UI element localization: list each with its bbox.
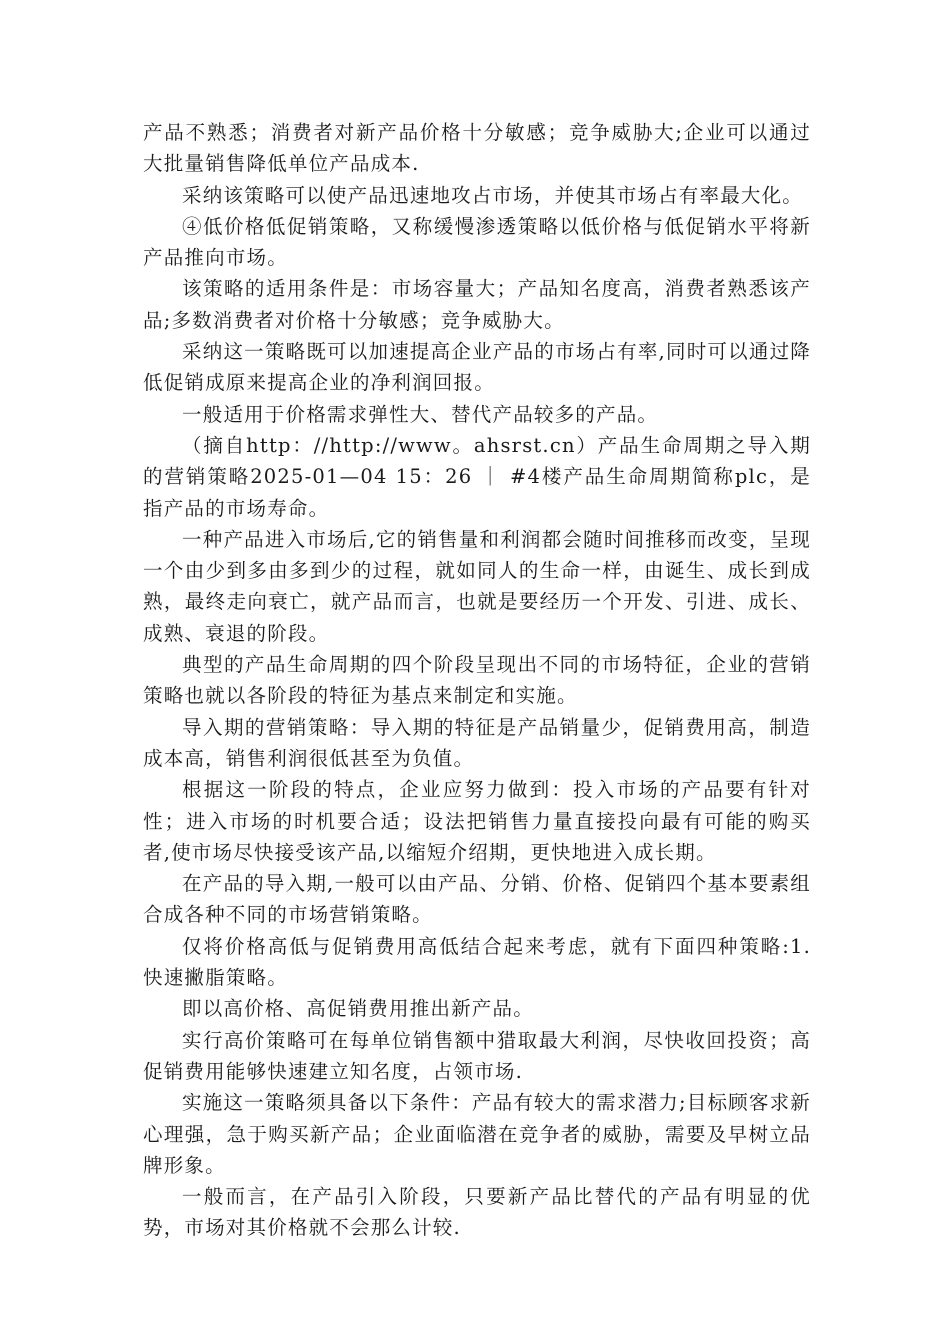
- paragraph: 该策略的适用条件是：市场容量大；产品知名度高，消费者熟悉该产品;多数消费者对价格十分敏感；竞争威胁大。: [143, 277, 811, 332]
- paragraph: （摘自http：//http://www。ahsrst.cn）产品生命周期之导入期的营销策略2025-01—04 15：26 ｜ #4楼产品生命周期简称plc，是指产品的市场寿命。: [143, 433, 811, 520]
- paragraph: 仅将价格高低与促销费用高低结合起来考虑，就有下面四种策略:1.快速撇脂策略。: [143, 934, 811, 990]
- paragraph: 导入期的营销策略：导入期的特征是产品销量少，促销费用高，制造成本高，销售利润很低甚至为负值。: [143, 715, 811, 770]
- paragraph: 即以高价格、高促销费用推出新产品。: [182, 997, 534, 1021]
- paragraph: 一般而言，在产品引入阶段，只要新产品比替代的产品有明显的优势，市场对其价格就不会那么计较.: [143, 1185, 811, 1240]
- paragraph: 实行高价策略可在每单位销售额中猎取最大利润，尽快收回投资；高促销费用能够快速建立知名度，占领市场.: [143, 1028, 811, 1083]
- paragraph: 采纳这一策略既可以加速提高企业产品的市场占有率,同时可以通过降低促销成原来提高企业的净利润回报。: [143, 340, 811, 395]
- paragraph: 根据这一阶段的特点，企业应努力做到：投入市场的产品要有针对性；进入市场的时机要合适；设法把销售力量直接投向最有可能的购买者,使市场尽快接受该产品,以缩短介绍期，更快地进入成长期。: [143, 778, 811, 864]
- paragraph: 一种产品进入市场后,它的销售量和利润都会随时间推移而改变，呈现一个由少到多由多到少的过程，就如同人的生命一样，由诞生、成长到成熟，最终走向衰亡，就产品而言，也就是要经历一个开发、引进、成长、成熟、衰退的阶段。: [143, 527, 811, 645]
- paragraph: 一般适用于价格需求弹性大、替代产品较多的产品。: [182, 402, 659, 426]
- paragraph: ④低价格低促销策略，又称缓慢渗透策略以低价格与低促销水平将新产品推向市场。: [143, 214, 811, 270]
- paragraph: 采纳该策略可以使产品迅速地攻占市场，并使其市场占有率最大化。: [182, 183, 804, 207]
- document-body: [143, 117, 811, 1244]
- paragraph: 典型的产品生命周期的四个阶段呈现出不同的市场特征，企业的营销策略也就以各阶段的特征为基点来制定和实施。: [143, 653, 811, 708]
- paragraph: 在产品的导入期,一般可以由产品、分销、价格、促销四个基本要素组合成各种不同的市场营销策略。: [143, 872, 811, 927]
- paragraph: 实施这一策略须具备以下条件：产品有较大的需求潜力;目标顾客求新心理强，急于购买新产品；企业面临潜在竞争者的威胁，需要及早树立品牌形象。: [143, 1091, 811, 1177]
- paragraph: 产品不熟悉；消费者对新产品价格十分敏感；竞争威胁大;企业可以通过大批量销售降低单位产品成本.: [143, 121, 811, 176]
